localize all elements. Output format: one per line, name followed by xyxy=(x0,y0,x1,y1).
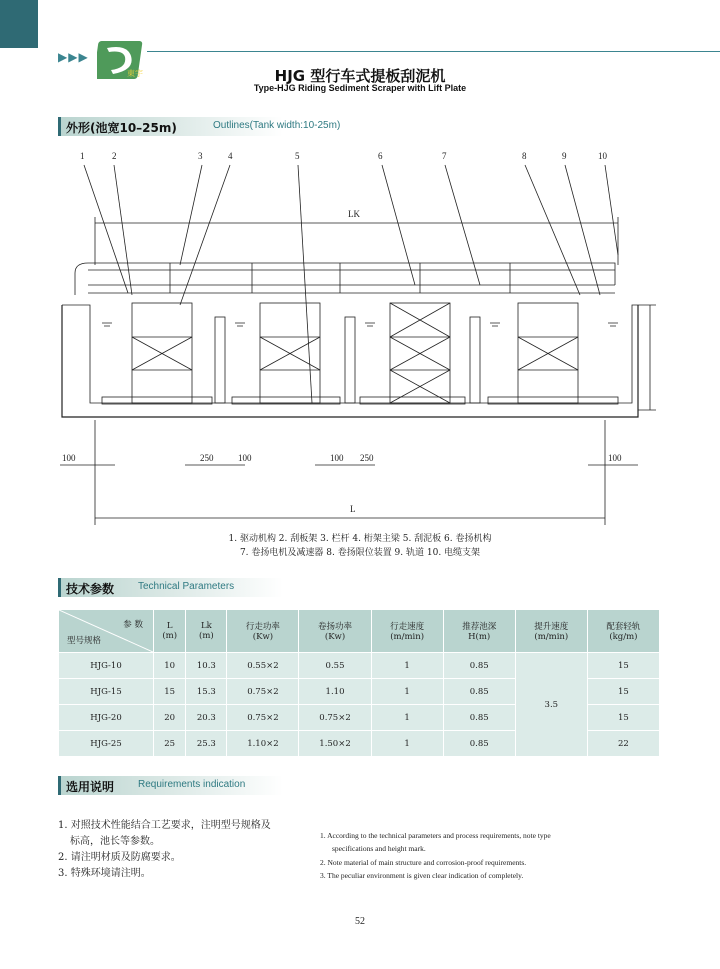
cell-lk: 25.3 xyxy=(186,731,227,757)
cell-lift-power: 1.50×2 xyxy=(299,731,371,757)
req-cn-line: 1. 对照技术性能结合工艺要求，注明型号规格及 xyxy=(58,820,271,831)
requirements-section-header xyxy=(58,776,358,795)
section-bar xyxy=(58,578,61,597)
dim-250-a: 250 xyxy=(200,453,214,463)
header-rule xyxy=(147,51,720,52)
corner-decoration xyxy=(0,0,38,48)
cell-walk-speed: 1 xyxy=(371,705,443,731)
l-label: L xyxy=(350,504,356,514)
callout-8: 8 xyxy=(522,151,527,161)
col-header: 卷扬功率 (Kw) xyxy=(299,610,371,653)
cell-lift-power: 1.10 xyxy=(299,679,371,705)
requirements-en xyxy=(320,829,680,883)
arrow-decoration: ▶▶▶ xyxy=(58,50,89,64)
section-bar xyxy=(58,776,61,795)
req-cn-line: 2. 请注明材质及防腐要求。 xyxy=(58,852,181,863)
req-title-cn: 选用说明 xyxy=(66,780,115,794)
tech-title-en: Technical Parameters xyxy=(138,581,235,592)
cell-depth: 0.85 xyxy=(443,679,515,705)
col-header: 推荐池深 H(m) xyxy=(443,610,515,653)
cell-depth: 0.85 xyxy=(443,731,515,757)
callout-2: 2 xyxy=(112,151,117,161)
table-row xyxy=(59,653,660,679)
cell-lk: 15.3 xyxy=(186,679,227,705)
cell-lift-power: 0.55 xyxy=(299,653,371,679)
cell-lk: 10.3 xyxy=(186,653,227,679)
cell-walk-speed: 1 xyxy=(371,679,443,705)
col-header: Lk (m) xyxy=(186,610,227,653)
legend-line-2: 7. 卷扬电机及减速器 8. 卷扬限位装置 9. 轨道 10. 电缆支架 xyxy=(239,548,481,558)
outline-title-cn: 外形(池宽10–25m) xyxy=(66,121,177,135)
cell-depth: 0.85 xyxy=(443,653,515,679)
page-title: HJG 型行车式提板刮泥机 xyxy=(274,67,446,85)
lk-label: LK xyxy=(348,209,360,219)
section-bar xyxy=(58,117,61,136)
req-en-line: specifications and height mark. xyxy=(332,844,426,854)
cell-walk-power: 0.55×2 xyxy=(227,653,299,679)
dim-100-a: 100 xyxy=(238,453,252,463)
cell-depth: 0.85 xyxy=(443,705,515,731)
req-cn-line: 3. 特殊环境请注明。 xyxy=(58,868,151,879)
req-en-line: 2. Note material of main structure and corrosion-proof requirements. xyxy=(320,857,527,867)
cell-model: HJG-25 xyxy=(59,731,154,757)
corner-top: 参 数 xyxy=(123,620,143,630)
cell-rail: 22 xyxy=(587,731,659,757)
callout-5: 5 xyxy=(295,151,300,161)
scraper-outline-diagram xyxy=(40,145,680,530)
req-cn-line: 标高，池长等参数。 xyxy=(70,836,160,847)
cell-l: 10 xyxy=(154,653,186,679)
col-header: 行走功率 (Kw) xyxy=(227,610,299,653)
table-header-row xyxy=(59,610,660,653)
req-title-en: Requirements indication xyxy=(138,779,246,790)
cell-rail: 15 xyxy=(587,705,659,731)
cell-l: 25 xyxy=(154,731,186,757)
cell-walk-power: 1.10×2 xyxy=(227,731,299,757)
req-en-line: 3. The peculiar environment is given clear indication of completely. xyxy=(320,871,524,881)
tech-section-header xyxy=(58,578,358,597)
cell-lk: 20.3 xyxy=(186,705,227,731)
dim-100-b: 100 xyxy=(330,453,344,463)
req-en-line: 1. According to the technical parameters and process requirements, note type xyxy=(320,831,551,840)
spec-table xyxy=(58,609,660,757)
cell-l: 20 xyxy=(154,705,186,731)
dim-100-right: 100 xyxy=(608,453,622,463)
callout-4: 4 xyxy=(228,151,233,161)
callout-1: 1 xyxy=(80,151,85,161)
callout-7: 7 xyxy=(442,151,447,161)
tech-title-cn: 技术参数 xyxy=(66,582,115,596)
corner-bottom: 型号规格 xyxy=(67,636,102,646)
col-header: 提升速度 (m/min) xyxy=(515,610,587,653)
callout-3: 3 xyxy=(198,151,203,161)
col-header: 配套轻轨 (kg/m) xyxy=(587,610,659,653)
cell-walk-speed: 1 xyxy=(371,653,443,679)
dim-250-b: 250 xyxy=(360,453,374,463)
cell-walk-power: 0.75×2 xyxy=(227,679,299,705)
cell-model: HJG-10 xyxy=(59,653,154,679)
page-subtitle: Type-HJG Riding Sediment Scraper with Lift Plate xyxy=(253,83,467,93)
callout-10: 10 xyxy=(598,151,607,161)
requirements-cn xyxy=(58,818,308,882)
cell-model: HJG-20 xyxy=(59,705,154,731)
cell-lift-power: 0.75×2 xyxy=(299,705,371,731)
cell-model: HJG-15 xyxy=(59,679,154,705)
callout-6: 6 xyxy=(378,151,383,161)
corner-header xyxy=(59,610,154,653)
cell-walk-power: 0.75×2 xyxy=(227,705,299,731)
cell-l: 15 xyxy=(154,679,186,705)
outline-section-header xyxy=(58,117,358,136)
col-header: 行走速度 (m/min) xyxy=(371,610,443,653)
cell-lift-speed: 3.5 xyxy=(515,653,587,757)
legend-line-1: 1. 驱动机构 2. 刮板架 3. 栏杆 4. 桁架主梁 5. 刮泥板 6. 卷扬机构 xyxy=(228,534,492,544)
col-header: L (m) xyxy=(154,610,186,653)
outline-title-en: Outlines(Tank width:10-25m) xyxy=(213,120,341,131)
cell-walk-speed: 1 xyxy=(371,731,443,757)
cell-rail: 15 xyxy=(587,653,659,679)
dim-100-left: 100 xyxy=(62,453,76,463)
page-number: 52 xyxy=(355,916,365,927)
cell-rail: 15 xyxy=(587,679,659,705)
callout-9: 9 xyxy=(562,151,567,161)
svg-text:東宇: 東宇 xyxy=(127,69,143,78)
